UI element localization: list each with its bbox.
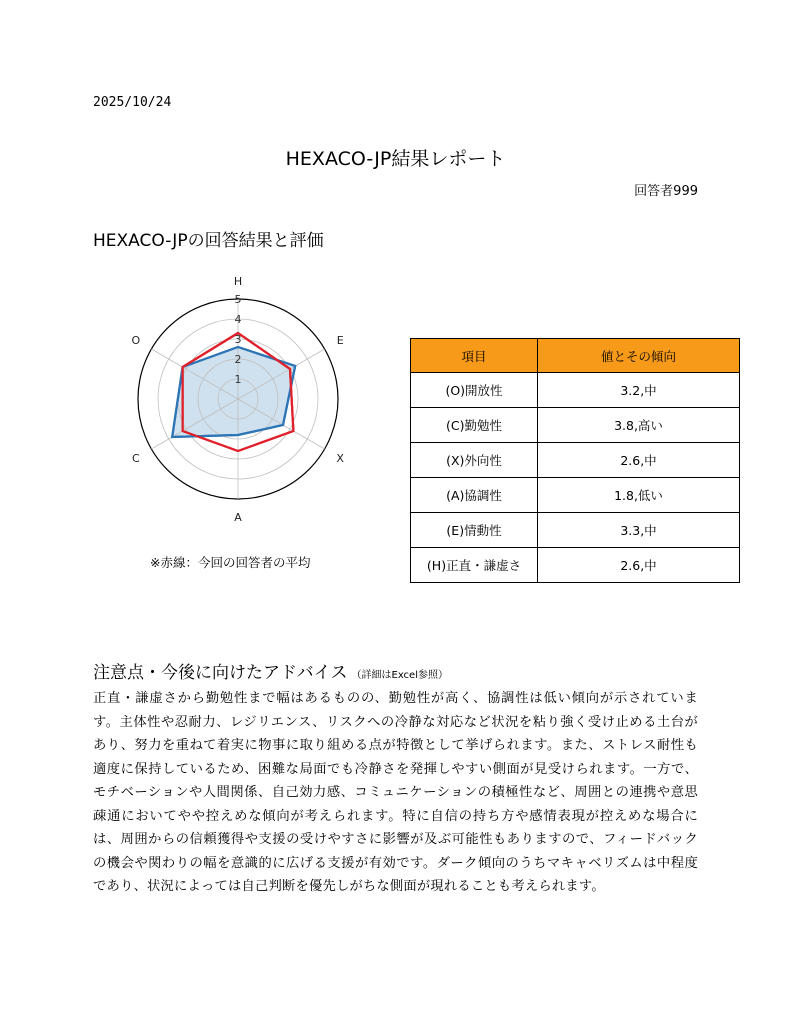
table-row: [411, 373, 740, 408]
radar-tick-label: 4: [234, 313, 242, 326]
table-cell-item: (E)情動性: [411, 513, 538, 548]
radar-tick-label: 3: [234, 333, 242, 346]
radar-chart: [110, 262, 370, 542]
table-cell-item: (H)正直・謙虚さ: [411, 548, 538, 583]
respondent-label: 回答者999: [634, 184, 698, 199]
table-row: [411, 513, 740, 548]
table-cell-value: 2.6,中: [538, 443, 740, 478]
table-cell-item: (A)協調性: [411, 478, 538, 513]
report-date: 2025/10/24: [93, 95, 172, 110]
section-title-advice: [93, 658, 448, 683]
advice-title-note: （詳細はExcel参照）: [351, 670, 448, 681]
table-header-value: 値とその傾向: [538, 339, 740, 373]
page-title: HEXACO-JP結果レポート: [285, 148, 506, 170]
radar-axis-label: E: [336, 334, 344, 347]
table-row: [411, 408, 740, 443]
radar-axis-label: X: [336, 452, 344, 465]
table-cell-item: (O)開放性: [411, 373, 538, 408]
section-title-results: HEXACO-JPの回答結果と評価: [93, 231, 324, 251]
table-cell-value: 1.8,低い: [538, 478, 740, 513]
table-row: [411, 443, 740, 478]
chart-caption: ※赤線：今回の回答者の平均: [150, 555, 311, 570]
table-header-item: 項目: [411, 339, 538, 373]
table-cell-value: 2.6,中: [538, 548, 740, 583]
radar-axis-label: C: [131, 452, 140, 465]
table-row: [411, 548, 740, 583]
table-row: [411, 478, 740, 513]
advice-paragraph: 正直・謙虚さから勤勉性まで幅はあるものの、勤勉性が高く、協調性は低い傾向が示されています。主体性や忍耐力、レジリエンス、リスクへの冷静な対応など状況を粘り強く受け止める土台があり、努力を重ねて着実に物事に取り組める点が特徴として挙げられます。また、ストレス耐性も適度に保持しているため、困難な局面でも冷静さを発揮しやすい側面が見受けられます。一方で、モチベーションや人間関係、自己効力感、コミュニケーションの積極性など、周囲との連携や意思疎通においてやや控えめな傾向が考えられます。特に自信の持ち方や感情表現が控えめな場合には、周囲からの信頼獲得や支援の受けやすさに影響が及ぶ可能性もありますので、フィードバックの機会や関わりの幅を意識的に広げる支援が有効です。ダーク傾向のうちマキャベリズムは中程度であり、状況によっては自己判断を優先しがちな側面が現れることも考えられます。: [93, 691, 698, 894]
radar-tick-label: 2: [234, 353, 242, 366]
results-table: [410, 338, 740, 583]
radar-tick-label: 1: [234, 373, 242, 386]
table-cell-value: 3.3,中: [538, 513, 740, 548]
radar-axis-label: A: [234, 511, 242, 524]
table-cell-item: (C)勤勉性: [411, 408, 538, 443]
radar-axis-label: O: [131, 334, 141, 347]
table-cell-item: (X)外向性: [411, 443, 538, 478]
table-cell-value: 3.2,中: [538, 373, 740, 408]
advice-title-text: 注意点・今後に向けたアドバイス: [93, 663, 348, 683]
radar-axis-label: H: [233, 275, 243, 288]
table-header-row: [411, 339, 740, 373]
radar-tick-label: 5: [234, 293, 242, 306]
table-cell-value: 3.8,高い: [538, 408, 740, 443]
